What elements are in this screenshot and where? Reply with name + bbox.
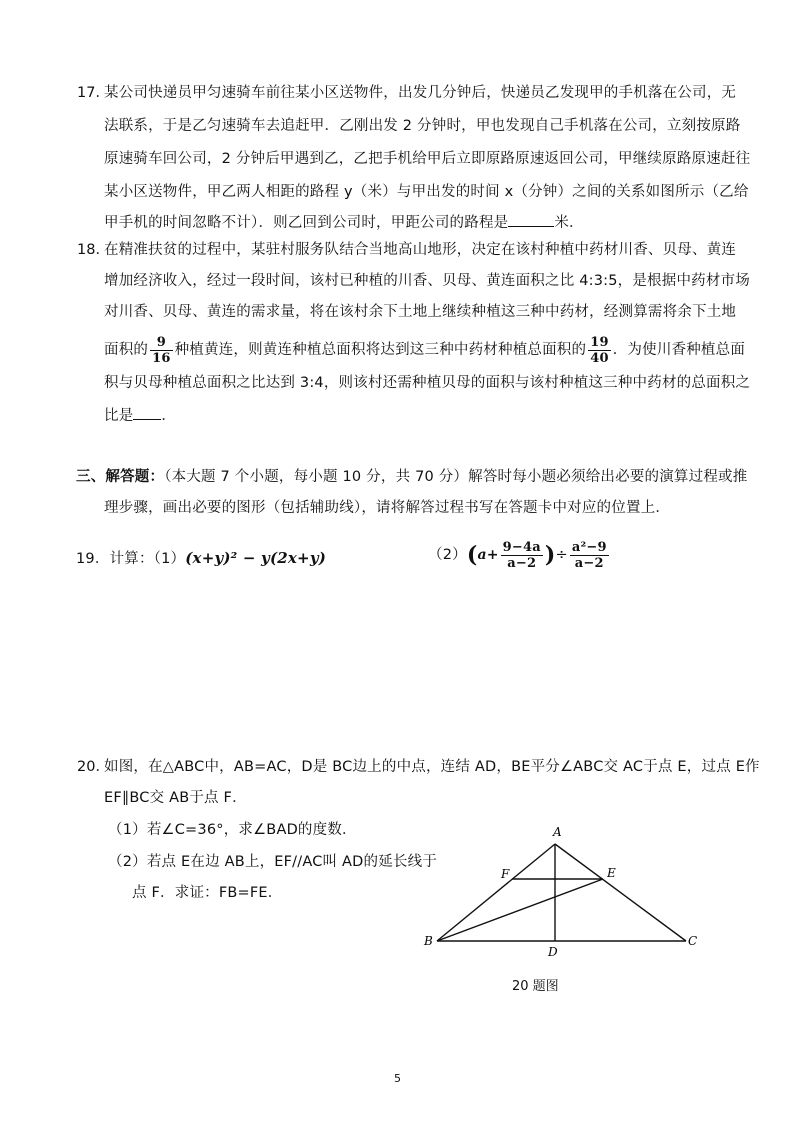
label-d: D [548,945,558,958]
q18-line-4-c: ．为使川香种植总面 [612,342,746,358]
section-3-text-2: 理步骤，画出必要的图形（包括辅助线），请将解答过程书写在答题卡中对应的位置上． [104,500,671,516]
figure-caption: 20 题图 [512,979,559,994]
fraction-9-16 [150,335,173,366]
label-c: C [688,934,698,948]
q19-label: 计算： [109,551,154,567]
q18-line-5: 积与贝母种植总面积之比达到 3:4，则该村还需种植贝母的面积与该村种植这三种中药材的总面积之 [104,375,751,391]
fraction-numerator: 9 [150,335,173,351]
q19-expression-1: (x+y)² − y(2x+y) [185,549,327,567]
q18-line-6-end: ． [161,408,177,424]
label-a: A [553,825,562,839]
page-number: 5 [394,1072,401,1085]
label-e: E [607,866,616,880]
q19-part-1 [76,543,326,574]
q19-expr2-a: a+ [477,547,499,563]
q19-fraction-1 [501,540,543,571]
section-3-title: 三、解答题： [76,469,165,485]
q18-line-4 [104,334,745,366]
q20-triangle-figure [415,818,705,958]
segment-be [437,879,603,941]
q19-fraction-2 [570,540,609,571]
q18-line-6-text: 比是 [104,408,134,424]
section-3-text-1: （本大题 7 个小题，每小题 10 分，共 70 分）解答时每小题必须给出必要的演算过程或推 [164,469,748,485]
q19-part-1-label: （1） [153,551,186,567]
fraction-denominator: a−2 [507,555,537,571]
q18-line-3: 对川香、贝母、黄连的需求量，将在该村余下土地上继续种植这三种中药材，经测算需将余下土地 [104,304,737,320]
answer-blank-18[interactable] [133,405,161,420]
q19-part-2 [428,535,611,575]
open-paren: ( [466,542,478,568]
close-paren: ) [544,542,556,568]
answer-blank-17[interactable] [508,212,554,227]
q20-subquestion-2b: 点 F．求证：FB=FE． [132,885,283,901]
q17-line-2: 法联系，于是乙匀速骑车去追赶甲．乙刚出发 2 分钟时，甲也发现自己手机落在公司，立刻按原路 [104,118,741,134]
segment-ab [437,844,555,941]
q18-line-2: 增加经济收入，经过一段时间，该村已种植的川香、贝母、黄连面积之比 4:3:5，是根据中药材市场 [104,273,750,289]
q18-line-4-a: 面积的 [104,342,149,358]
q20-line-1: 如图，在△ABC中，AB=AC，D是 BC边上的中点，连结 AD，BE平分∠ABC交 AC于点 E，过点 E作 [104,759,760,775]
q17-line-3: 原速骑车回公司，2 分钟后甲遇到乙，乙把手机给甲后立即原路原速返回公司，甲继续原路原速赶往 [104,151,751,167]
q17-line-1: 某公司快递员甲匀速骑车前往某小区送物件，出发几分钟后，快递员乙发现甲的手机落在公司，无 [104,85,737,101]
fraction-denominator: a−2 [574,555,604,571]
q20-number: 20． [77,759,110,775]
fraction-denominator: 40 [590,350,609,366]
fraction-denominator: 16 [152,350,171,366]
fraction-numerator: 19 [590,334,609,350]
q18-number: 18． [77,242,110,258]
q20-line-2: EF∥BC交 AB于点 F． [104,790,247,806]
label-f: F [501,867,510,881]
q18-line-1: 在精准扶贫的过程中，某驻村服务队结合当地高山地形，决定在该村种植中药材川香、贝母、黄连 [104,242,737,258]
q19-number: 19． [76,551,110,567]
q17-line-4: 某小区送物件，甲乙两人相距的路程 y（米）与甲出发的时间 x（分钟）之间的关系如图所示（乙给 [104,184,749,200]
q20-subquestion-1: （1）若∠C=36°，求∠BAD的度数． [108,822,357,838]
q18-line-6 [104,405,176,426]
q19-part-2-label: （2） [428,547,467,563]
section-3-header [76,467,747,487]
q18-line-4-b: 种植黄连，则黄连种植总面积将达到这三种中药材种植总面积的 [174,342,587,358]
label-b: B [424,934,433,948]
q17-line-5 [104,212,584,233]
fraction-19-40 [588,335,611,366]
q20-subquestion-2a: （2）若点 E在边 AB上，EF//AC叫 AD的延长线于 [108,854,438,870]
q17-number: 17． [77,85,110,101]
q17-unit: 米． [554,215,584,231]
segment-ac [555,844,686,941]
q19-divide-sign: ÷ [555,547,568,563]
fraction-numerator: 9−4a [502,539,541,555]
q17-line-5-text: 甲手机的时间忽略不计）．则乙回到公司时，甲距公司的路程是 [104,215,509,231]
fraction-numerator: a²−9 [571,539,607,555]
